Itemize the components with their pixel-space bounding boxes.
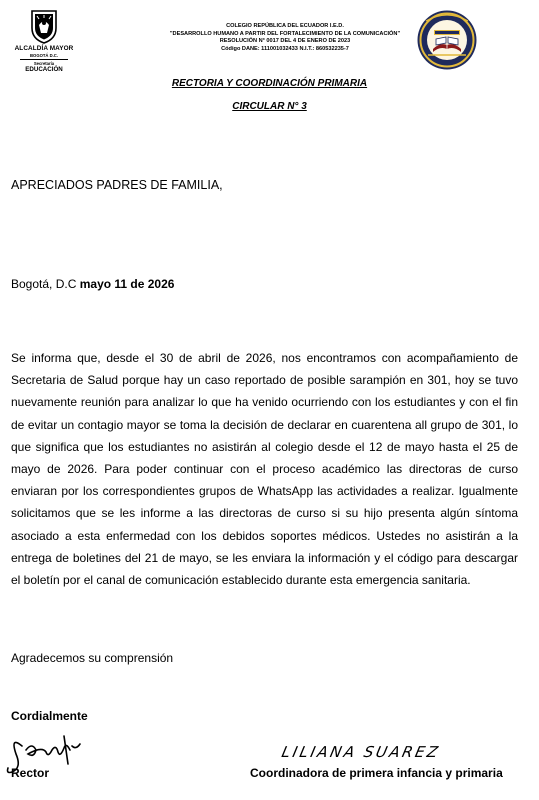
school-name: COLEGIO REPÚBLICA DEL ECUADOR I.E.D. [226,23,344,29]
date-place: Bogotá, D.C [11,277,77,291]
circular-body: Se informa que, desde el 30 de abril de 2026, nos encontramos con acompañamiento de Secretaria de Salud porque hay un caso reportado de posible sarampión en 301, hoy se tuvo nuevamente reunión para analizar lo que ha venido ocurriendo con los estudiantes y con el fin de evitar un contagio mayor se toma la decisión de declarar en cuarentena all grupo de 301, lo que significa que los estudiantes no asistirán al colegio desde el 12 de mayo hasta el 25 de mayo de 2026. Para poder continuar con el proceso académico las directoras de curso enviaran por los correspondientes grupos de WhatsApp las actividades a realizar. Igualmente solicitamos que se les informe a las directoras de curso si su hijo presenta algún síntoma asociado a esta enfermedad con los debidos soportes médicos. Ustedes no asistirán a la entrega de boletines del 21 de mayo, se les enviara la información y el código para descargar el boletín por el canal de comunicación establecido durante esta emergencia sanitaria. [11,351,518,588]
school-codes: Código DANE: 111001032433 N.I.T.: 860532235-7 [221,45,349,52]
greeting: APRECIADOS PADRES DE FAMILIA, [11,178,223,192]
coordinator-signature: LILIANA SUAREZ [280,743,442,761]
office-title: RECTORIA Y COORDINACIÓN PRIMARIA [171,78,368,89]
school-motto: "DESARROLLO HUMANO A PARTIR DEL FORTALECIMIENTO DE LA COMUNICACIÓN" [169,30,401,37]
logo-line-bogota: BOGOTÁ D.C. [30,53,58,58]
circular-number: CIRCULAR N° 3 [232,101,307,112]
school-emblem [416,9,478,71]
logo-line-secretaria: Secretaría [33,61,55,66]
logo-divider [20,59,68,60]
alcaldia-logo [8,8,80,78]
bogota-coat-of-arms-icon [30,8,58,44]
school-resolution: RESOLUCIÓN N° 0017 DEL 4 DE ENERO DE 2023 [219,38,351,45]
rector-label: Rector [11,766,50,780]
coordinator-label: Coordinadora de primera infancia y primaria [250,766,503,780]
logo-line-educacion: EDUCACIÓN [25,66,63,73]
thanks-line: Agradecemos su comprensión [11,651,174,665]
date-line [11,277,174,291]
school-emblem-icon [416,9,478,71]
logo-line-alcaldia: ALCALDÍA MAYOR [14,45,74,52]
closing-line: Cordialmente [11,709,88,723]
date-value: mayo 11 de 2026 [79,277,175,291]
